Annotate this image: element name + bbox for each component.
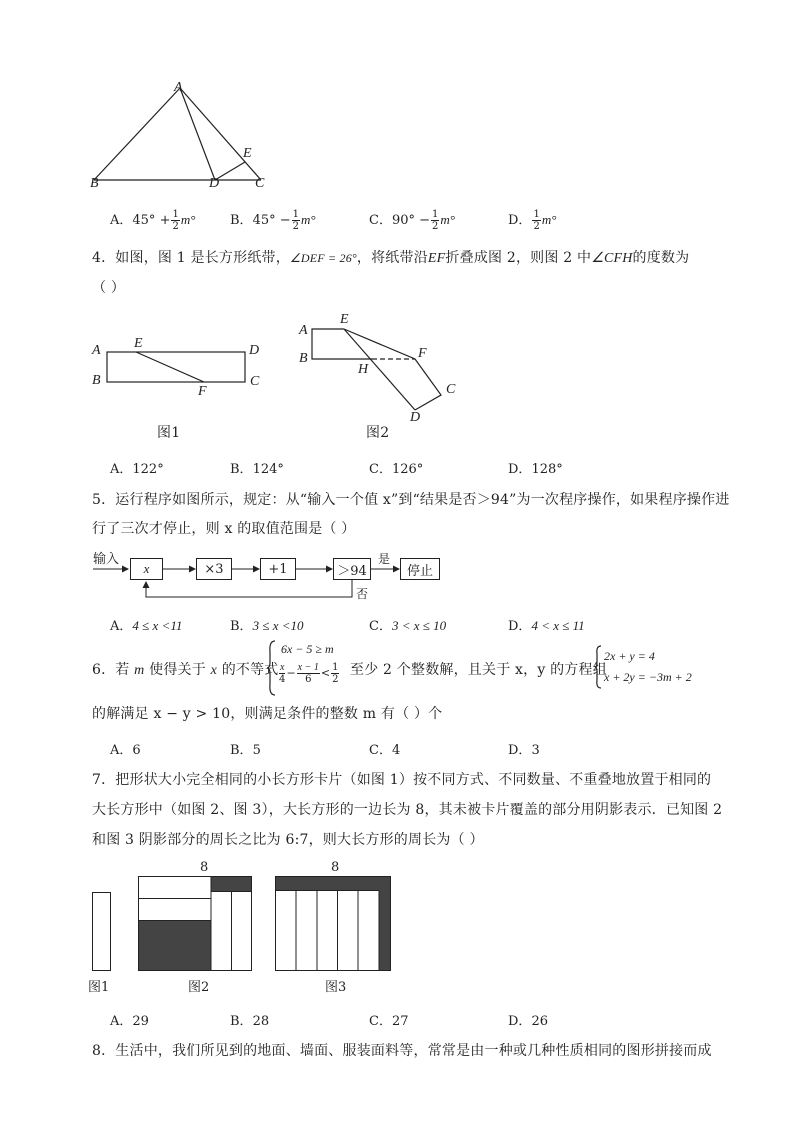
q4-f2-label-b: B xyxy=(299,351,308,366)
q4-option-d[interactable]: D．128° xyxy=(508,462,563,477)
q4-f2-label-e: E xyxy=(340,312,349,327)
q4-caption-2: 图2 xyxy=(366,425,390,441)
flow-box-stop: 停止 xyxy=(400,558,440,580)
q4-f1-label-a: A xyxy=(92,343,101,358)
flow-input-label: 输入 xyxy=(93,552,120,567)
q5-question-line2: 行了三次才停止，则 x 的取值范围是（ ） xyxy=(92,521,356,537)
q5-question-line1: 5．运行程序如图所示，规定：从“输入一个值 x”到“结果是否＞94”为一次程序操作，如果程序操作进 xyxy=(92,492,730,508)
flow-box-condition: ＞94 xyxy=(333,558,371,580)
q3-option-a[interactable]: A．45° + $\frac{1}{2}$ m° xyxy=(110,209,196,232)
q7-fig3-dimension: 8 xyxy=(331,860,340,875)
q7-caption-3: 图3 xyxy=(325,980,347,995)
q7-caption-2: 图2 xyxy=(188,980,210,995)
q3-option-c[interactable]: C．90° − $\frac{1}{2}$ m° xyxy=(369,209,455,232)
q7-question-line2: 大长方形中（如图 2、图 3），大长方形的一边长为 8，其未被卡片覆盖的部分用阴影表示．已知图 2 xyxy=(92,802,723,818)
q4-option-c[interactable]: C．126° xyxy=(369,462,424,477)
q6-question-pre: 6．若 m 使得关于 x 的不等式 xyxy=(92,662,279,678)
q4-f2-label-a: A xyxy=(299,323,308,338)
q6-inequality-2: $\frac{x}{4}$ − $\frac{x - 1}{6}$ < $\frac{1}{2}$ xyxy=(279,662,339,685)
q6-inequality-1: 6x − 5 ≥ m xyxy=(281,642,334,656)
q7-option-a[interactable]: A．29 xyxy=(110,1014,149,1029)
q6-option-d[interactable]: D．3 xyxy=(508,743,540,758)
q3-label-d: D xyxy=(209,176,220,191)
q3-label-c: C xyxy=(255,176,265,191)
q4-question: 4．如图，图 1 是长方形纸带，∠DEF = 26°，将纸带沿EF折叠成图 2，则图 2 中∠CFH的度数为 xyxy=(92,250,690,266)
q6-question-line2: 的解满足 x − y > 10，则满足条件的整数 m 有（ ）个 xyxy=(92,706,443,722)
q3-label-b: B xyxy=(90,176,99,191)
q4-f2-label-c: C xyxy=(446,382,456,397)
q3-label-a: A xyxy=(174,80,183,95)
q6-option-c[interactable]: C．4 xyxy=(369,743,401,758)
q4-f1-label-b: B xyxy=(92,373,101,388)
q5-option-a[interactable]: A．4 ≤ x <11 xyxy=(110,618,183,634)
q3-option-d[interactable]: D． $\frac{1}{2}$ m° xyxy=(508,209,557,232)
q6-brace-1 xyxy=(266,640,276,696)
q6-question-post: 至少 2 个整数解，且关于 x，y 的方程组 xyxy=(350,662,607,678)
q4-f1-label-d: D xyxy=(249,343,260,358)
q4-option-b[interactable]: B．124° xyxy=(230,462,284,477)
q4-figure-2 xyxy=(300,315,460,415)
q4-figure-1 xyxy=(100,345,260,393)
q7-option-b[interactable]: B．28 xyxy=(230,1014,270,1029)
q5-option-c[interactable]: C．3 < x ≤ 10 xyxy=(369,618,447,634)
q4-f1-label-f: F xyxy=(198,384,207,399)
q4-f1-label-e: E xyxy=(134,336,143,351)
flow-box-plus1: +1 xyxy=(260,558,296,580)
q4-f2-label-d: D xyxy=(410,410,421,425)
q4-paren: （ ） xyxy=(92,280,126,296)
q4-f2-label-f: F xyxy=(418,346,427,361)
flow-no-label: 否 xyxy=(356,587,369,601)
q8-question-line1: 8．生活中，我们所见到的地面、墙面、服装面料等，常常是由一种或几种性质相同的图形拼接而成 xyxy=(92,1043,712,1059)
q3-option-b[interactable]: B．45° − $\frac{1}{2}$ m° xyxy=(230,209,316,232)
q5-option-b[interactable]: B．3 ≤ x <10 xyxy=(230,618,304,634)
flow-box-x: x xyxy=(130,558,163,580)
q3-label-e: E xyxy=(243,146,252,161)
q6-option-a[interactable]: A．6 xyxy=(110,743,141,758)
flow-yes-label: 是 xyxy=(378,552,391,566)
q7-caption-1: 图1 xyxy=(88,980,110,995)
q6-brace-2 xyxy=(594,645,602,689)
q6-equation-system: 2x + y = 4 x + 2y = −3m + 2 xyxy=(604,649,692,684)
q5-option-d[interactable]: D．4 < x ≤ 11 xyxy=(508,618,585,634)
q7-question-line3: 和图 3 阴影部分的周长之比为 6:7，则大长方形的周长为（ ） xyxy=(92,832,484,848)
q7-option-c[interactable]: C．27 xyxy=(369,1014,409,1029)
q6-option-b[interactable]: B．5 xyxy=(230,743,261,758)
flow-box-times3: ×3 xyxy=(196,558,232,580)
q4-f1-label-c: C xyxy=(250,374,260,389)
q7-question-line1: 7．把形状大小完全相同的小长方形卡片（如图 1）按不同方式、不同数量、不重叠地放置于相同的 xyxy=(92,772,712,788)
q4-f2-label-h: H xyxy=(358,362,369,377)
q7-fig2-dimension: 8 xyxy=(200,860,209,875)
q4-option-a[interactable]: A．122° xyxy=(110,462,164,477)
q4-caption-1: 图1 xyxy=(157,425,181,441)
q7-figures xyxy=(88,872,398,976)
q7-option-d[interactable]: D．26 xyxy=(508,1014,548,1029)
